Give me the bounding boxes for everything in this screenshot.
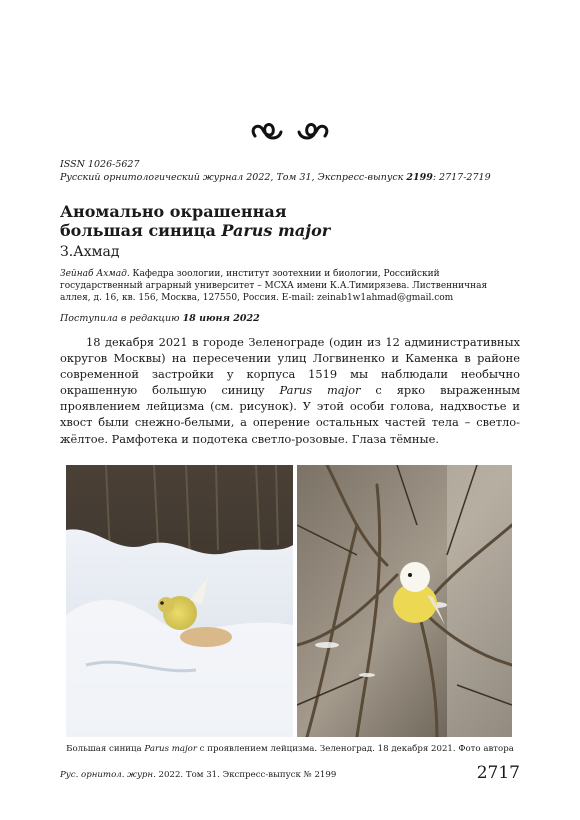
decorative-ornament [0,118,580,156]
footer-journal: Рус. орнитол. журн. [60,770,156,780]
received-date [60,313,260,324]
article-paragraph [60,334,520,447]
received-prefix: Поступила в редакцию [60,313,183,324]
received-value: 18 июня 2022 [182,313,260,324]
paragraph-species: Parus major [279,383,361,398]
figure-caption [0,744,580,754]
title-line-1: Аномально окрашенная [60,202,287,221]
article-title [60,202,330,240]
journal-citation [60,171,491,184]
affiliation-name: Зейнаб Ахмад [60,269,127,279]
footer-issue: 2022. Том 31. Экспресс-выпуск № 2199 [155,770,337,780]
author: З.Ахмад [60,244,120,260]
caption-suffix: с проявлением лейцизма. Зеленоград. 18 декабря 2021. Фото автора [196,744,514,754]
ornament-icon [245,118,335,148]
photo-bird-in-snow [66,465,293,737]
running-footer [60,770,336,780]
page-range: : 2717-2719 [432,172,491,183]
paragraph-part-1: 18 декабря 2021 в городе Зеленограде (один из 12 административных округов Москвы) на пересечении улиц Логвиненко и Каменка в районе современной застройки у корпуса 1519 мы наблюдали необычно окрашенную большую синицу [60,335,520,398]
issue-number: 2199 [406,172,433,183]
photo-bird-in-branches [297,465,512,737]
title-species: Parus major [221,221,331,240]
issn: ISSN 1026-5627 [60,159,140,170]
affiliation-text: . Кафедра зоологии, институт зоотехнии и биологии, Российский государственный аграрный университет – МСХА имени К.А.Тимирязева. Лиственничная аллея, д. 16, кв. 156, Москва, 127550, Россия. E-mail: zeinab1w1ahmad@gmail.com [60,269,488,303]
paragraph-part-2: с ярко выраженным проявлением лейцизма (см. рисунок). У этой особи голова, надхвостье и хвост были снежно-белыми, а оперение остальных частей тела – светло-жёлтое. Рамфотека и подотека светло-розовые. Глаза тёмные. [60,383,520,446]
affiliation [60,268,520,304]
title-line-2: большая синица [60,221,222,240]
caption-species: Parus major [144,744,197,754]
caption-prefix: Большая синица [66,744,145,754]
journal-name: Русский орнитологический журнал 2022, Том 31, Экспресс-выпуск [60,172,407,183]
page-number: 2717 [476,763,520,783]
journal-meta [60,158,491,184]
